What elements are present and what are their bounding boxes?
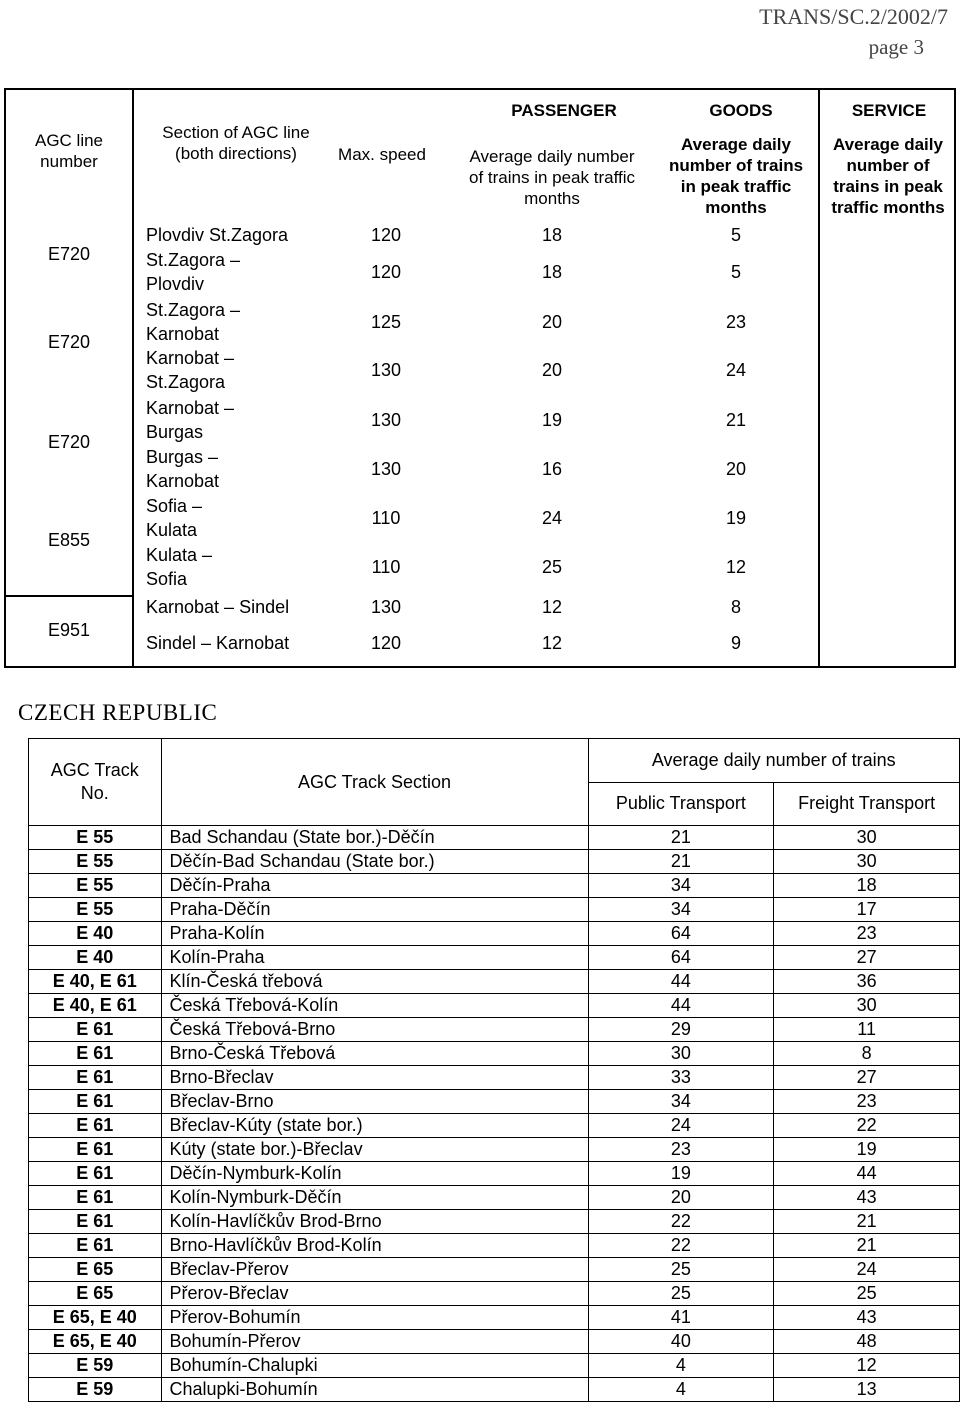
track-section: Přerov-Břeclav xyxy=(161,1282,588,1306)
bulgaria-table xyxy=(4,88,956,668)
track-section: Děčín-Nymburk-Kolín xyxy=(161,1162,588,1186)
track-section: Břeclav-Přerov xyxy=(161,1258,588,1282)
track-code: E 40, E 61 xyxy=(29,994,162,1018)
header-track-section: AGC Track Section xyxy=(161,739,588,826)
goods-value: 20 xyxy=(725,459,747,479)
section-name: St.Zagora – Karnobat xyxy=(146,300,241,344)
public-transport-value: 4 xyxy=(588,1354,774,1378)
goods-value: 5 xyxy=(730,262,741,282)
track-code: E 55 xyxy=(29,898,162,922)
goods-value: 8 xyxy=(730,597,741,617)
header-service-sub: Average daily number of trains in peak traffic months xyxy=(831,135,945,217)
goods-value: 24 xyxy=(725,360,747,380)
section-name: Burgas – Karnobat xyxy=(146,447,220,491)
goods-value: 23 xyxy=(725,312,747,332)
document-header xyxy=(759,2,948,62)
track-section: Praha-Kolín xyxy=(161,922,588,946)
freight-transport-value: 19 xyxy=(774,1138,960,1162)
freight-transport-value: 22 xyxy=(774,1114,960,1138)
section-name: Kulata – Sofia xyxy=(146,545,213,589)
freight-transport-value: 48 xyxy=(774,1330,960,1354)
table-row xyxy=(29,970,960,994)
goods-value: 21 xyxy=(725,410,747,430)
track-code: E 65 xyxy=(29,1258,162,1282)
table-row xyxy=(29,1042,960,1066)
page-number: page 3 xyxy=(868,35,924,59)
header-section: Section of AGC line (both directions) xyxy=(162,123,310,163)
header-track-no xyxy=(29,739,162,826)
track-section: Brno-Havlíčkův Brod-Kolín xyxy=(161,1234,588,1258)
freight-transport-value: 36 xyxy=(774,970,960,994)
passenger-value: 20 xyxy=(541,312,563,332)
track-code: E 61 xyxy=(29,1234,162,1258)
header-passenger: PASSENGER xyxy=(511,101,617,120)
track-section: Česká Třebová-Brno xyxy=(161,1018,588,1042)
public-transport-value: 40 xyxy=(588,1330,774,1354)
track-code: E 61 xyxy=(29,1138,162,1162)
public-transport-value: 25 xyxy=(588,1258,774,1282)
track-section: Brno-Břeclav xyxy=(161,1066,588,1090)
freight-transport-value: 43 xyxy=(774,1306,960,1330)
track-section: Klín-Česká třebová xyxy=(161,970,588,994)
track-section: Kolín-Praha xyxy=(161,946,588,970)
passenger-value: 19 xyxy=(541,410,563,430)
header-track-no-label: AGC Track No. xyxy=(50,760,139,803)
table-row xyxy=(29,850,960,874)
header-freight-transport: Freight Transport xyxy=(774,782,960,826)
max-speed-value: 130 xyxy=(370,410,402,430)
track-code: E 61 xyxy=(29,1210,162,1234)
goods-value: 5 xyxy=(730,225,741,245)
track-code: E 61 xyxy=(29,1162,162,1186)
freight-transport-value: 21 xyxy=(774,1210,960,1234)
track-code: E 55 xyxy=(29,826,162,850)
public-transport-value: 30 xyxy=(588,1042,774,1066)
section-name: Karnobat – St.Zagora xyxy=(146,348,235,392)
header-public-transport: Public Transport xyxy=(588,782,774,826)
track-code: E 61 xyxy=(29,1042,162,1066)
table-row xyxy=(29,1066,960,1090)
section-name: Karnobat – Burgas xyxy=(146,398,235,442)
track-code: E 61 xyxy=(29,1066,162,1090)
table-row xyxy=(29,898,960,922)
passenger-value: 20 xyxy=(541,360,563,380)
freight-transport-value: 12 xyxy=(774,1354,960,1378)
track-code: E 61 xyxy=(29,1018,162,1042)
track-section: Brno-Česká Třebová xyxy=(161,1042,588,1066)
table-row xyxy=(29,1378,960,1402)
public-transport-value: 41 xyxy=(588,1306,774,1330)
track-code: E 59 xyxy=(29,1354,162,1378)
track-code: E 40, E 61 xyxy=(29,970,162,994)
passenger-value: 18 xyxy=(541,225,563,245)
row-divider xyxy=(6,595,132,597)
track-section: Bohumín-Chalupki xyxy=(161,1354,588,1378)
table-row xyxy=(29,1234,960,1258)
max-speed-value: 130 xyxy=(370,459,402,479)
header-goods-sub: Average daily number of trains in peak traffic months xyxy=(668,135,804,217)
public-transport-value: 21 xyxy=(588,826,774,850)
freight-transport-value: 30 xyxy=(774,826,960,850)
table-row xyxy=(29,946,960,970)
section-name: Plovdiv St.Zagora xyxy=(146,225,289,245)
table-row xyxy=(29,1210,960,1234)
track-section: Chalupki-Bohumín xyxy=(161,1378,588,1402)
max-speed-value: 110 xyxy=(371,508,401,528)
table-row xyxy=(29,1090,960,1114)
public-transport-value: 21 xyxy=(588,850,774,874)
section-name: Sofia – Kulata xyxy=(146,496,203,540)
line-code: E720 xyxy=(47,432,91,452)
freight-transport-value: 23 xyxy=(774,1090,960,1114)
max-speed-value: 130 xyxy=(370,597,402,617)
track-section: Česká Třebová-Kolín xyxy=(161,994,588,1018)
public-transport-value: 34 xyxy=(588,898,774,922)
track-code: E 61 xyxy=(29,1186,162,1210)
freight-transport-value: 27 xyxy=(774,946,960,970)
table-row xyxy=(29,874,960,898)
freight-transport-value: 23 xyxy=(774,922,960,946)
freight-transport-value: 11 xyxy=(774,1018,960,1042)
passenger-value: 12 xyxy=(541,633,563,653)
max-speed-value: 120 xyxy=(370,262,402,282)
passenger-value: 18 xyxy=(541,262,563,282)
public-transport-value: 22 xyxy=(588,1210,774,1234)
track-code: E 65, E 40 xyxy=(29,1306,162,1330)
document-reference: TRANS/SC.2/2002/7 xyxy=(759,4,948,29)
public-transport-value: 33 xyxy=(588,1066,774,1090)
table-row xyxy=(29,994,960,1018)
table-row xyxy=(29,1258,960,1282)
passenger-value: 25 xyxy=(541,557,563,577)
freight-transport-value: 8 xyxy=(774,1042,960,1066)
goods-value: 9 xyxy=(730,633,741,653)
track-section: Kolín-Havlíčkův Brod-Brno xyxy=(161,1210,588,1234)
header-avg-trains: Average daily number of trains xyxy=(588,739,959,783)
line-code: E720 xyxy=(47,332,91,352)
public-transport-value: 44 xyxy=(588,970,774,994)
header-passenger-sub: Average daily number of trains in peak traffic months xyxy=(469,147,635,208)
public-transport-value: 64 xyxy=(588,922,774,946)
public-transport-value: 23 xyxy=(588,1138,774,1162)
track-section: Kúty (state bor.)-Břeclav xyxy=(161,1138,588,1162)
public-transport-value: 29 xyxy=(588,1018,774,1042)
public-transport-value: 22 xyxy=(588,1234,774,1258)
track-section: Přerov-Bohumín xyxy=(161,1306,588,1330)
passenger-value: 12 xyxy=(541,597,563,617)
freight-transport-value: 27 xyxy=(774,1066,960,1090)
track-section: Bohumín-Přerov xyxy=(161,1330,588,1354)
goods-value: 12 xyxy=(725,557,747,577)
table-row xyxy=(29,1282,960,1306)
table-row xyxy=(29,1330,960,1354)
max-speed-value: 130 xyxy=(370,360,402,380)
track-section: Břeclav-Brno xyxy=(161,1090,588,1114)
track-section: Břeclav-Kúty (state bor.) xyxy=(161,1114,588,1138)
max-speed-value: 120 xyxy=(370,225,402,245)
freight-transport-value: 30 xyxy=(774,994,960,1018)
table-row xyxy=(29,1306,960,1330)
public-transport-value: 25 xyxy=(588,1282,774,1306)
line-code: E855 xyxy=(47,530,91,550)
freight-transport-value: 21 xyxy=(774,1234,960,1258)
track-code: E 61 xyxy=(29,1114,162,1138)
max-speed-value: 110 xyxy=(371,557,401,577)
table-row xyxy=(29,1114,960,1138)
passenger-value: 24 xyxy=(541,508,563,528)
freight-transport-value: 30 xyxy=(774,850,960,874)
header-goods: GOODS xyxy=(709,101,773,120)
public-transport-value: 20 xyxy=(588,1186,774,1210)
public-transport-value: 4 xyxy=(588,1378,774,1402)
line-code: E951 xyxy=(47,620,91,640)
column-divider xyxy=(818,90,820,666)
public-transport-value: 34 xyxy=(588,874,774,898)
header-max-speed: Max. speed xyxy=(338,145,426,164)
table-row xyxy=(29,1354,960,1378)
track-code: E 55 xyxy=(29,850,162,874)
czech-table xyxy=(28,738,960,1402)
header-service: SERVICE xyxy=(851,101,927,120)
track-code: E 40 xyxy=(29,922,162,946)
header-agc-line: AGC line number xyxy=(34,131,104,171)
freight-transport-value: 25 xyxy=(774,1282,960,1306)
track-code: E 65 xyxy=(29,1282,162,1306)
freight-transport-value: 17 xyxy=(774,898,960,922)
freight-transport-value: 44 xyxy=(774,1162,960,1186)
freight-transport-value: 24 xyxy=(774,1258,960,1282)
max-speed-value: 120 xyxy=(370,633,402,653)
column-divider xyxy=(132,90,134,666)
track-section: Děčín-Bad Schandau (State bor.) xyxy=(161,850,588,874)
public-transport-value: 19 xyxy=(588,1162,774,1186)
track-section: Kolín-Nymburk-Děčín xyxy=(161,1186,588,1210)
passenger-value: 16 xyxy=(541,459,563,479)
max-speed-value: 125 xyxy=(370,312,402,332)
public-transport-value: 34 xyxy=(588,1090,774,1114)
track-code: E 65, E 40 xyxy=(29,1330,162,1354)
section-title-czech: CZECH REPUBLIC xyxy=(18,700,218,725)
line-code: E720 xyxy=(47,244,91,264)
track-code: E 40 xyxy=(29,946,162,970)
table-row xyxy=(29,826,960,850)
public-transport-value: 24 xyxy=(588,1114,774,1138)
track-section: Děčín-Praha xyxy=(161,874,588,898)
freight-transport-value: 43 xyxy=(774,1186,960,1210)
track-code: E 55 xyxy=(29,874,162,898)
track-section: Praha-Děčín xyxy=(161,898,588,922)
table-row xyxy=(29,1162,960,1186)
freight-transport-value: 13 xyxy=(774,1378,960,1402)
track-code: E 61 xyxy=(29,1090,162,1114)
section-name: Sindel – Karnobat xyxy=(146,633,290,653)
table-row xyxy=(29,1138,960,1162)
section-name: St.Zagora – Plovdiv xyxy=(146,250,241,294)
public-transport-value: 64 xyxy=(588,946,774,970)
freight-transport-value: 18 xyxy=(774,874,960,898)
track-section: Bad Schandau (State bor.)-Děčín xyxy=(161,826,588,850)
goods-value: 19 xyxy=(725,508,747,528)
track-code: E 59 xyxy=(29,1378,162,1402)
table-row xyxy=(29,922,960,946)
table-row xyxy=(29,1186,960,1210)
table-row xyxy=(29,1018,960,1042)
section-name: Karnobat – Sindel xyxy=(146,597,290,617)
public-transport-value: 44 xyxy=(588,994,774,1018)
